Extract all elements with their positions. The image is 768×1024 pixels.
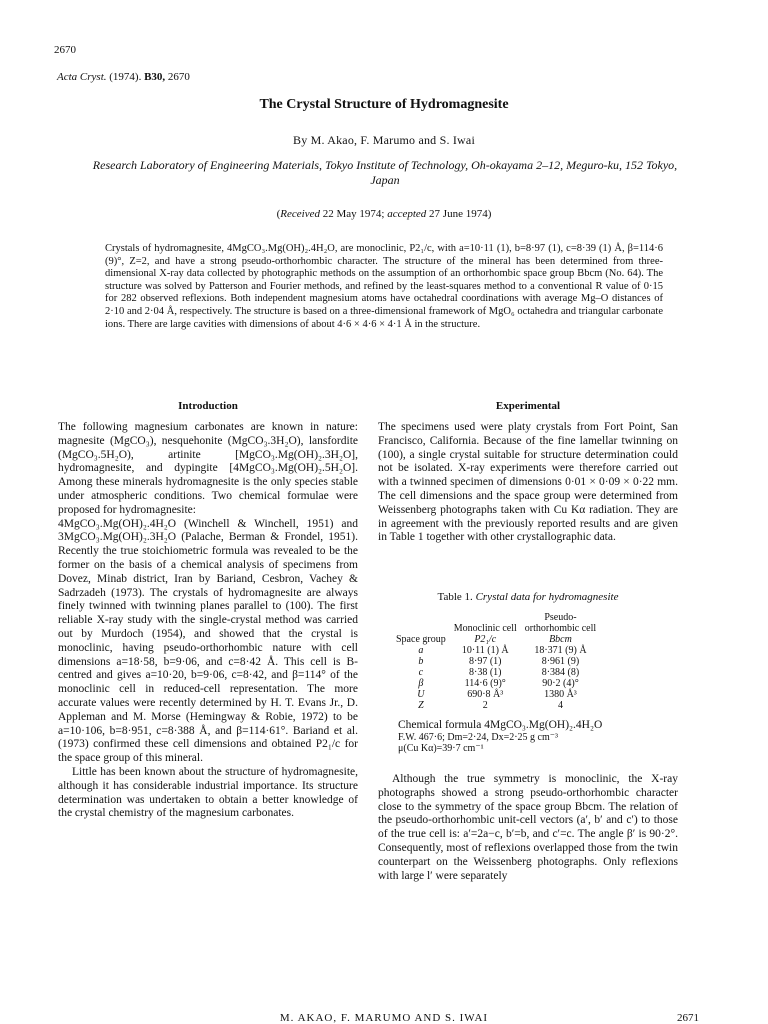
accepted-date: 27 June 1974) — [429, 208, 492, 220]
exp-paragraph-1: The specimens used were platy crystals from Fort Point, San Francisco, California. Because of the fine lamellar twinning on (100), a single crystal suitable for structure determination could not be isolated. X-ray experiments were therefore carried out with a twinned specimen of dimensions 0·01 × 0·09 × 0·22 mm. The cell dimensions and the space group were determined from Weissenberg photographs taken with Cu Kα radiation. They are in agreement with the previously reported results and are given in Table 1 together with other crystallographic data. — [378, 421, 678, 544]
table-row: b 8·97 (1) 8·961 (9) — [418, 656, 580, 667]
experimental-heading: Experimental — [495, 400, 561, 412]
affiliation: Research Laboratory of Engineering Materials, Tokyo Institute of Technology, Oh-okayama 2–12, Meguro-ku, 152 Tokyo, Japan — [92, 158, 678, 187]
intro-paragraph-1: The following magnesium carbonates are known in nature: magnesite (MgCO₃), nesquehonite (MgCO₃.3H₂O), lansfordite (MgCO₃.5H₂O), artinite [MgCO₃.Mg(OH)₂.3H₂O], hydromagnesite, and dypingite [4MgCO₃.Mg(OH)₂.5H₂O]. Among these minerals hydromagnesite is the only species stable under atmospheric conditions. Two chemical formulae were proposed for hydromagnesite: — [58, 421, 358, 516]
absorption-coefficient: μ(Cu Kα)=39·7 cm⁻¹ — [398, 743, 484, 754]
table-header-row: Monoclinic cell orthorhombic cell — [453, 623, 597, 634]
table-notes — [398, 720, 602, 755]
received-date: 22 May 1974; — [322, 208, 385, 220]
intro-paragraph-2: Little has been known about the structure of hydromagnesite, although it has considerable industrial importance. Its structure determination was undertaken to obtain a better knowledge of the crystal chemistry of the magnesium carbonates. — [58, 765, 358, 820]
journal-name: Acta Cryst. — [57, 71, 107, 83]
table-row: Z 2 4 — [418, 700, 563, 711]
received-label: Received — [280, 208, 320, 220]
introduction-body — [58, 421, 358, 821]
crystal-data-table — [392, 612, 600, 711]
paper-authors: By M. Akao, F. Marumo and S. Iwai — [293, 133, 475, 147]
page-number-bottom: 2671 — [677, 1012, 699, 1024]
formula-weight-density: F.W. 467·6; Dm=2·24, Dx=2·25 g cm⁻³ — [398, 731, 559, 743]
chemical-formula: Chemical formula 4MgCO₃.Mg(OH)₂.4H₂O — [398, 719, 603, 731]
intro-paragraph-1b: 4MgCO₃.Mg(OH)₂.4H₂O (Winchell & Winchell, 1951) and 3MgCO₃.Mg(OH)₂.3H₂O (Palache, Berman & Frondel, 1951). Recently the true stoichiometric formula was revealed to be the former on the basis of a chemical analysis of specimens from Dovez, Minab district, Iran by Bariand, Cesbron, Vachey & Sadrzadeh (1973). The crystals of hydromagnesite are always finely twinned with twinning planes parallel to (100). The first reliable X-ray study with the single-crystal method was carried out by Murdoch (1954), and showed that the crystal is monoclinic, having pseudo-orthorhombic nature with cell dimensions a=18·58, b=9·06, and c=8·42 Å. This cell is B-centred and gives a=10·20, b=9·06, c=8·42, and β=114° of the monoclinic cell in reduced-cell representation. The more accurate values were recently determined by H. T. Evans Jr., D. Appleman and M. Morse (Hemingway & Robie, 1972) to be a=10·106, b=8·951, c=8·388 Å, and β=114·61°. Bariand et al. (1973) confirmed these cell dimensions and obtained P2₁/c for the space group of this mineral. — [58, 517, 358, 765]
experimental-body — [378, 421, 678, 545]
table-title: Crystal data for hydromagnesite — [475, 591, 619, 603]
experimental-body-continued — [378, 773, 678, 883]
journal-reference — [57, 71, 190, 83]
table-row: U 690·8 Å³ 1380 Å³ — [417, 689, 577, 700]
table-row: a 10·11 (1) Å 18·371 (9) Å — [418, 645, 587, 656]
table-row: c 8·38 (1) 8·384 (8) — [418, 667, 580, 678]
table-row: β 114·6 (9)° 90·2 (4)° — [418, 678, 579, 689]
received-dates: (Received 22 May 1974; accepted 27 June 1974) — [276, 208, 492, 220]
journal-page: 2670 — [167, 71, 190, 83]
table-label: Table 1. — [437, 591, 473, 603]
journal-volume: B30, — [144, 71, 166, 83]
table-caption — [378, 591, 678, 603]
paper-title: The Crystal Structure of Hydromagnesite — [259, 97, 509, 112]
page-number-top: 2670 — [54, 44, 76, 56]
abstract: Crystals of hydromagnesite, 4MgCO₃.Mg(OH)₂.4H₂O, are monoclinic, P2₁/c, with a=10·11 (1), b=8·97 (1), c=8·39 (1) Å, β=114·6 (9)°, Z=2, and have a strong pseudo-orthorhombic character. The structure of the mineral has been determined from three-dimensional X-ray data collected by photographic methods on the assumption of an orthorhombic space group Bbcm (No. 64). The structure was solved by Patterson and Fourier methods, and refined by the least-squares method to a conventional R value of 0·15 for 282 observed reflexions. Both independent magnesium atoms have octahedral coordinations with average Mg–O distances of 2·10 and 2·04 Å, respectively. The structure is based on a three-dimensional framework of MgO₆ octahedra and triangular carbonate ions. There are large cavities with dimensions of about 4·6 × 4·6 × 4·1 Å in the structure. — [105, 243, 663, 330]
exp-paragraph-2: Although the true symmetry is monoclinic, the X-ray photographs showed a strong pseudo-orthorhombic character close to the symmetry of the space group Bbcm. The relation of the pseudo-orthorhombic unit-cell vectors (a′, b′ and c′) to those of the true cell is: a′=2a−c, b′=b, and c′=c. The angle β′ is 90·2°. Consequently, most of reflexions overlapped those from the twin counterpart on the Weissenberg photographs. Only reflexions with large l′ were separately — [378, 773, 678, 882]
journal-year: (1974). — [109, 71, 142, 83]
table-header-row: Space group P2₁/c Bbcm — [396, 634, 572, 645]
table-header-row: Pseudo- — [544, 612, 577, 623]
footer-running-head: M. AKAO, F. MARUMO AND S. IWAI — [279, 1012, 489, 1024]
accepted-label: accepted — [387, 208, 427, 220]
introduction-heading: Introduction — [178, 400, 238, 412]
